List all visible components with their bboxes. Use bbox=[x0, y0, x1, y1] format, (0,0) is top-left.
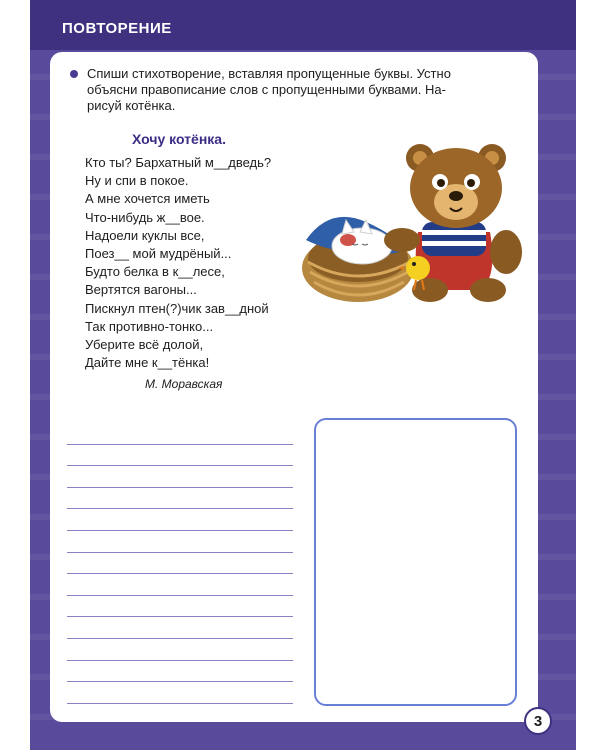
poem-line: Будто белка в к__лесе, bbox=[85, 264, 225, 280]
writing-line[interactable] bbox=[67, 639, 293, 661]
drawing-box[interactable] bbox=[314, 418, 517, 706]
writing-line[interactable] bbox=[67, 574, 293, 596]
poem-line: Кто ты? Бархатный м__дведь? bbox=[85, 155, 272, 170]
writing-line[interactable] bbox=[67, 488, 293, 510]
teddy-bear-icon bbox=[406, 144, 506, 228]
teddy-bear-illustration bbox=[300, 140, 530, 310]
writing-line[interactable] bbox=[67, 617, 293, 639]
writing-line[interactable] bbox=[67, 682, 293, 704]
page-number: 3 bbox=[533, 712, 543, 730]
poem-line: Надоели куклы все, bbox=[85, 227, 205, 243]
poem-line: Пискнул птен(?)чик зав__дной bbox=[85, 300, 269, 316]
instruction-line: объясни правописание слов с пропущенными буквами. На- bbox=[87, 82, 446, 97]
section-title: ПОВТОРЕНИЕ bbox=[62, 20, 172, 37]
writing-line[interactable] bbox=[67, 661, 293, 683]
writing-line[interactable] bbox=[67, 553, 293, 575]
poem-line: А мне хочется иметь bbox=[85, 191, 210, 207]
poem-line: Что-нибудь ж__вое. bbox=[85, 209, 205, 225]
poem-text bbox=[85, 154, 271, 372]
instruction-line: Спиши стихотворение, вставляя пропущенные буквы. Устно bbox=[87, 66, 451, 81]
poem-title: Хочу котёнка. bbox=[132, 131, 226, 147]
writing-line[interactable] bbox=[67, 596, 293, 618]
bullet-icon bbox=[70, 70, 78, 78]
writing-line[interactable] bbox=[67, 509, 293, 531]
writing-line[interactable] bbox=[67, 423, 293, 445]
writing-line[interactable] bbox=[67, 445, 293, 467]
page-number-badge bbox=[524, 707, 552, 735]
writing-lines[interactable] bbox=[67, 423, 293, 704]
poem-line: Уберите всё долой, bbox=[85, 337, 204, 353]
poem-line: Так противно-тонко... bbox=[85, 318, 214, 334]
poem-line: Дайте мне к__тёнка! bbox=[85, 355, 210, 371]
task-instruction bbox=[70, 66, 510, 114]
writing-line[interactable] bbox=[67, 531, 293, 553]
poem-author: М. Моравская bbox=[145, 377, 223, 391]
writing-line[interactable] bbox=[67, 466, 293, 488]
poem-line: Поез__ мой мудрёный... bbox=[85, 246, 232, 262]
poem-line: Ну и спи в покое. bbox=[85, 173, 189, 189]
instruction-text bbox=[87, 66, 451, 114]
instruction-line: рисуй котёнка. bbox=[87, 98, 176, 113]
poem-line: Вертятся вагоны... bbox=[85, 282, 197, 298]
